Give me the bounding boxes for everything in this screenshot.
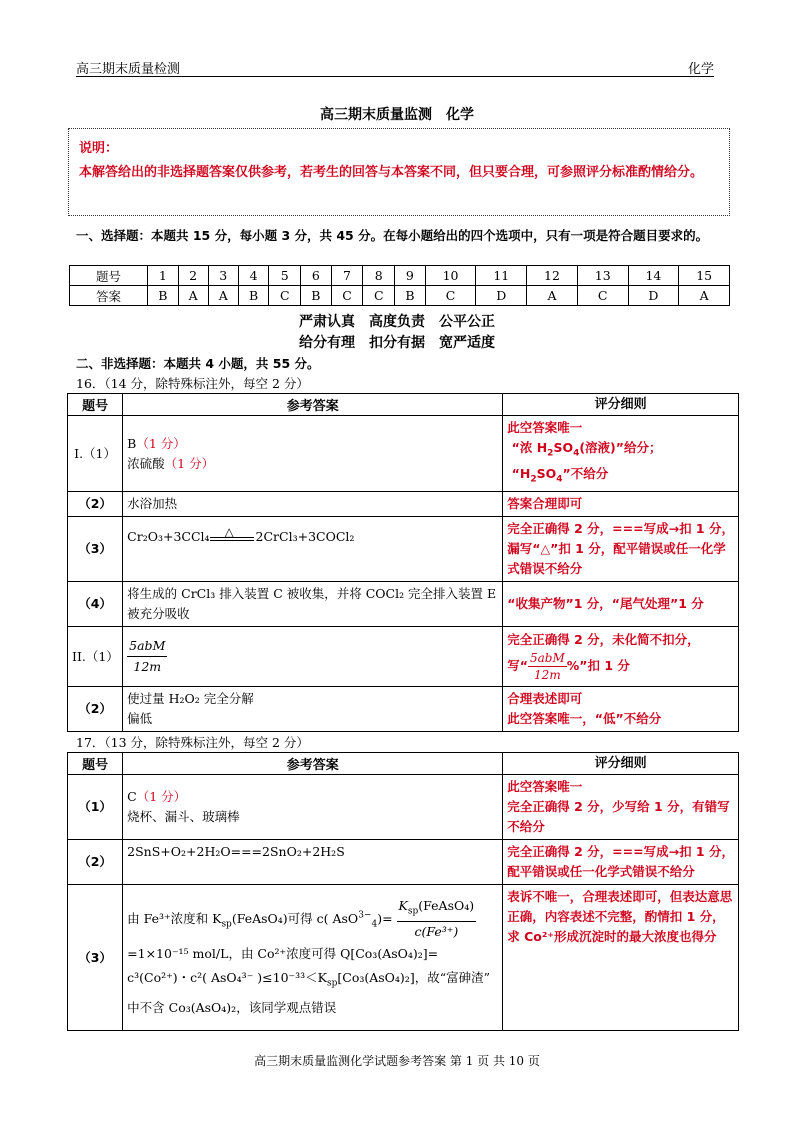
- mc-row-label: 答案: [70, 286, 148, 306]
- mc-row-label: 题号: [70, 266, 148, 286]
- heat-condition: [210, 524, 256, 548]
- mc-answer-cell: C: [331, 286, 363, 306]
- formula: (FeAsO₄): [418, 897, 475, 913]
- points-text: （1 分）: [136, 435, 186, 451]
- answer-part: c³(Co²⁺)・c²( AsO₄³⁻ )≤10⁻³³＜K: [127, 970, 327, 985]
- mc-answer-table: [69, 265, 730, 306]
- mc-answer-cell: A: [679, 286, 730, 306]
- fraction-denominator: 12m: [133, 659, 162, 674]
- answer-cell: [123, 775, 503, 840]
- mc-answer-cell: C: [425, 286, 476, 306]
- rule-part: (溶液)”给分；: [579, 440, 662, 455]
- table-header-row: [68, 753, 739, 775]
- page-header: [76, 58, 714, 77]
- page-footer: 高三期末质量监测化学试题参考答案 第 1 页 共 10 页: [254, 1054, 540, 1068]
- note-body: 本解答给出的非选择题答案仅供参考，若考生的回答与本答案不同，但只要合理，可参照评分标准酌情给分。: [79, 165, 704, 180]
- note-title: 说明：: [79, 141, 119, 156]
- answer-text: 使过量 H₂O₂ 完全分解: [127, 691, 254, 706]
- mc-number-cell: 5: [269, 266, 301, 286]
- rule-part: “浓 H: [511, 440, 548, 455]
- subscript: sp: [326, 978, 338, 989]
- slogan-line2: 给分有理 扣分有据 宽严适度: [299, 335, 495, 351]
- col-rule-header: 评分细则: [503, 394, 739, 416]
- mc-number-cell: 12: [527, 266, 578, 286]
- col-no-header: 题号: [68, 753, 123, 775]
- answer-text: B: [127, 435, 137, 451]
- q-number: II.（1）: [68, 627, 123, 687]
- rule-text: 此空答案唯一: [507, 420, 583, 435]
- mc-answer-cell: A: [527, 286, 578, 306]
- answer-part: )=: [377, 910, 393, 926]
- fraction-numerator: [397, 896, 477, 923]
- rule-text: [507, 464, 734, 490]
- table-row: [68, 840, 739, 885]
- mc-answer-cell: B: [301, 286, 332, 306]
- mc-number-cell: 8: [363, 266, 395, 286]
- note-box: [68, 128, 730, 216]
- rule-cell: [503, 687, 739, 732]
- rule-part: SO: [553, 440, 574, 455]
- q-number: [68, 416, 123, 492]
- mc-number-cell: 11: [476, 266, 527, 286]
- rule-part: ”不给分: [562, 465, 609, 481]
- mc-number-cell: 7: [331, 266, 363, 286]
- rule-cell: 答案合理即可: [503, 492, 739, 517]
- answer-cell: [123, 416, 503, 492]
- mc-answer-cell: B: [395, 286, 426, 306]
- rule-text: [507, 438, 734, 464]
- subscript: sp: [407, 906, 419, 916]
- table-row: [68, 517, 739, 582]
- subscript: 4: [556, 474, 563, 484]
- fraction-denominator: 12m: [534, 668, 561, 682]
- rule-part: 写“: [507, 658, 528, 673]
- mc-number-cell: 1: [148, 266, 179, 286]
- rule-cell: [503, 416, 739, 492]
- mc-answer-cell: B: [238, 286, 269, 306]
- mc-number-cell: 3: [208, 266, 238, 286]
- rule-part: “H: [511, 465, 531, 481]
- table-row: [68, 627, 739, 687]
- rule-cell: [503, 627, 739, 687]
- k-symbol: K: [398, 897, 408, 913]
- points-text: （1 分）: [136, 789, 187, 804]
- mc-number-cell: 15: [679, 266, 730, 286]
- fraction: [397, 896, 477, 943]
- rule-text: 此空答案唯一: [507, 779, 583, 794]
- q-number: （4）: [68, 582, 123, 627]
- answer-cell: [123, 885, 503, 1031]
- answer-cell: [123, 627, 503, 687]
- col-answer-header: 参考答案: [123, 394, 503, 416]
- q-number: （2）: [68, 840, 123, 885]
- mc-answer-cell: A: [208, 286, 238, 306]
- rule-text: 完全正确得 2 分，未化简不扣分，: [507, 632, 700, 647]
- mc-number-row: [70, 266, 730, 286]
- fraction: [127, 636, 167, 677]
- section2-heading: 二、非选择题：本题共 4 小题，共 55 分。: [76, 356, 320, 371]
- rule-text: 此空答案唯一，“低”不给分: [507, 711, 662, 726]
- table-row: [68, 687, 739, 732]
- rule-cell: 表诉不唯一，合理表述即可，但表达意思正确，内容表述不完整，酌情扣 1 分，求 Co²⁺形成沉淀时的最大浓度也得分: [503, 885, 739, 1031]
- subscript: 4: [573, 448, 580, 459]
- mc-number-cell: 4: [238, 266, 269, 286]
- answer-cell: [123, 687, 503, 732]
- q-number: （3）: [68, 885, 123, 1031]
- fraction-numerator: 5abM: [530, 651, 565, 665]
- answer-line: =1×10⁻¹⁵ mol/L，由 Co²⁺浓度可得 Q[Co₃(AsO₄)₂]=: [127, 946, 439, 961]
- answer-text: 偏低: [127, 711, 153, 726]
- subscript: 2: [530, 474, 537, 484]
- answer-part: 由 Fe³⁺浓度和 K: [127, 910, 222, 926]
- table-header-row: [68, 394, 739, 416]
- equation-lhs: Cr₂O₃+3CCl₄: [127, 529, 210, 544]
- rule-part: %”扣 1 分: [566, 658, 630, 673]
- rule-part: SO: [536, 465, 557, 481]
- mc-answer-cell: A: [178, 286, 208, 306]
- subscript: 4: [371, 918, 378, 929]
- answer-text: 浓硫酸: [127, 455, 165, 471]
- superscript: 3−: [358, 910, 372, 921]
- q-number: （3）: [68, 517, 123, 582]
- col-answer-header: 参考答案: [123, 753, 503, 775]
- answer-cell: 将生成的 CrCl₃ 排入装置 C 被收集，并将 COCl₂ 完全排入装置 E 被充分吸收: [123, 582, 503, 627]
- mc-answer-cell: C: [577, 286, 628, 306]
- answer-cell: 水浴加热: [123, 492, 503, 517]
- rule-cell: 完全正确得 2 分，===写成→扣 1 分，漏写“△”扣 1 分，配平错误或任一化学式错误不给分: [503, 517, 739, 582]
- q-number-text: I.（1）: [74, 445, 117, 461]
- q16-table: [67, 393, 739, 732]
- answer-text: 烧杯、漏斗、玻璃棒: [127, 809, 240, 824]
- rule-cell: “收集产物”1 分，“尾气处理”1 分: [503, 582, 739, 627]
- rule-text: 合理表述即可: [507, 691, 583, 706]
- rule-text: [507, 650, 734, 683]
- mc-answer-cell: C: [269, 286, 301, 306]
- q-number: （1）: [68, 775, 123, 840]
- rule-cell: 完全正确得 2 分，===写成→扣 1 分，配平错误或任一化学式错误不给分: [503, 840, 739, 885]
- mc-answer-cell: B: [148, 286, 179, 306]
- rule-text: 完全正确得 2 分，少写给 1 分，有错写不给分: [507, 799, 730, 834]
- table-row: [68, 775, 739, 840]
- table-row: [68, 492, 739, 517]
- answer-line: [127, 966, 498, 996]
- answer-cell: 2SnS+O₂+2H₂O===2SnO₂+2H₂S: [123, 840, 503, 885]
- answer-cell: [123, 517, 503, 582]
- col-no-header: 题号: [68, 394, 123, 416]
- col-rule-header: 评分细则: [503, 753, 739, 775]
- rule-cell: [503, 775, 739, 840]
- mc-answer-cell: D: [476, 286, 527, 306]
- q17-table: [67, 752, 739, 1031]
- answer-text: C: [127, 789, 137, 804]
- points-text: （1 分）: [164, 455, 215, 471]
- delta-symbol: △: [224, 524, 234, 539]
- table-row: [68, 416, 739, 492]
- answer-part: (FeAsO₄)可得 c( AsO: [231, 910, 359, 926]
- mc-answer-cell: D: [628, 286, 679, 306]
- q16-heading: 16．（14 分，除特殊标注外，每空 2 分）: [76, 376, 309, 391]
- fraction-numerator: 5abM: [127, 636, 167, 657]
- answer-line: [127, 896, 498, 943]
- equation-rhs: 2CrCl₃+3COCl₂: [255, 529, 355, 544]
- fraction-denominator: c(Fe³⁺): [414, 924, 459, 939]
- slogan-line1: 严肃认真 高度负责 公平公正: [299, 314, 495, 330]
- mc-number-cell: 2: [178, 266, 208, 286]
- mc-number-cell: 9: [395, 266, 426, 286]
- page-title: 高三期末质量监测 化学: [320, 107, 474, 123]
- mc-answer-cell: C: [363, 286, 395, 306]
- table-row: [68, 885, 739, 1031]
- table-row: [68, 582, 739, 627]
- fraction: [528, 650, 567, 683]
- subscript: 2: [547, 448, 554, 459]
- mc-number-cell: 10: [425, 266, 476, 286]
- q-number: （2）: [68, 687, 123, 732]
- answer-line: 中不含 Co₃(AsO₄)₂，该同学观点错误: [127, 999, 337, 1015]
- header-right: 化学: [687, 62, 714, 77]
- section1-heading: 一、选择题：本题共 15 分，每小题 3 分，共 45 分。在每小题给出的四个选项中，只有一项是符合题目要求的。: [76, 228, 709, 243]
- q17-heading: 17．（13 分，除特殊标注外，每空 2 分）: [76, 735, 309, 750]
- mc-number-cell: 6: [301, 266, 332, 286]
- q-number: （2）: [68, 492, 123, 517]
- mc-number-cell: 14: [628, 266, 679, 286]
- subscript: sp: [221, 918, 232, 929]
- header-left: 高三期末质量检测: [76, 62, 181, 77]
- answer-part: [Co₃(AsO₄)₂]，故“富砷渣”: [337, 970, 490, 985]
- mc-number-cell: 13: [577, 266, 628, 286]
- mc-answer-row: [70, 286, 730, 306]
